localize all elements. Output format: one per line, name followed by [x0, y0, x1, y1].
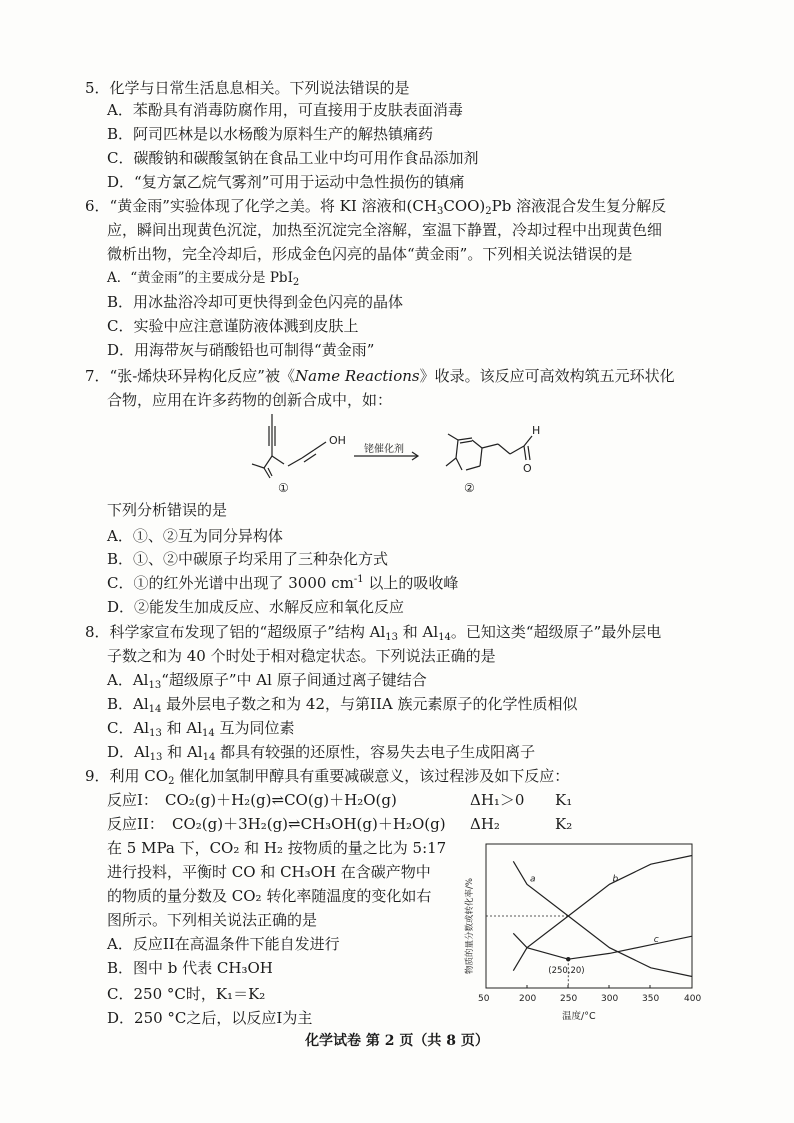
chart-x-tick-label: 300: [601, 994, 619, 1004]
q7-stem-line2: 合物，应用在许多药物的创新合成中，如：: [107, 391, 393, 409]
equilibrium-chart: [458, 838, 708, 1028]
chart-series-a: [513, 861, 692, 976]
q9-option-c: C．250 °C时，K₁＝K₂: [107, 985, 266, 1003]
q6-option-c: C．实验中应注意谨防液体溅到皮肤上: [107, 317, 359, 335]
q9-text-3: 的物质的量分数及 CO₂ 转化率随温度的变化如右: [107, 887, 432, 905]
q8-stem-line2: 子数之和为 40 个时处于相对稳定状态。下列说法正确的是: [107, 647, 496, 665]
q9-text-1: 在 5 MPa 下，CO₂ 和 H₂ 按物质的量之比为 5:17: [107, 839, 447, 857]
q6-option-a: A．“黄金雨”的主要成分是 PbI$_2$: [107, 270, 300, 288]
q9-option-d: D．250 °C之后，以反应I为主: [107, 1009, 313, 1027]
scheme-compound-1: ①: [278, 481, 289, 495]
q6-option-d: D．用海带灰与硝酸铅也可制得“黄金雨”: [107, 341, 375, 359]
reaction-1-label: 反应I：: [107, 791, 158, 809]
chart-series-label-b: b: [612, 874, 619, 885]
chart-series-label-c: c: [653, 934, 659, 945]
scheme-catalyst-label: 铑催化剂: [364, 444, 404, 455]
q8-option-d: D．$Al_{13}$ 和 $Al_{14}$ 都具有较强的还原性，容易失去电子生成阳离子: [107, 743, 536, 763]
scheme-compound-2: ②: [464, 481, 475, 495]
reaction-scheme: [240, 412, 570, 496]
scheme-oh-label: OH: [329, 434, 346, 447]
chart-series-label-a: a: [530, 874, 536, 885]
chart-x-tick-label: 250: [560, 994, 578, 1004]
q6-option-b: B．用冰盐浴冷却可更快得到金色闪亮的晶体: [107, 293, 404, 311]
q9-option-b: B．图中 b 代表 CH₃OH: [107, 959, 273, 977]
q7-option-a: A．①、②互为同分异构体: [107, 527, 283, 545]
chart-x-tick-label: 200: [519, 994, 537, 1004]
chart-series-b: [513, 856, 692, 971]
scheme-o-label: O: [523, 462, 532, 475]
q9-stem: 9．利用 $CO_2$ 催化加氢制甲醇具有重要减碳意义，该过程涉及如下反应：: [85, 767, 570, 787]
q9-text-2: 进行投料，平衡时 CO 和 CH₃OH 在含碳产物中: [107, 863, 431, 881]
q7-option-d: D．②能发生加成反应、水解反应和氧化反应: [107, 598, 405, 616]
q9-option-a: A．反应II在高温条件下能自发进行: [107, 935, 340, 953]
q6-stem-line2: 应，瞬间出现黄色沉淀，加热至沉淀完全溶解，室温下静置，冷却过程中出现黄色细: [107, 221, 663, 239]
q8-option-a: A．$Al_{13}“$超级原子”中 Al 原子间通过离子键结合: [107, 671, 427, 691]
q9-text-4: 图所示。下列相关说法正确的是: [107, 911, 318, 929]
reaction-1-k: K₁: [555, 791, 573, 809]
q5-option-a: A．苯酚具有消毒防腐作用，可直接用于皮肤表面消毒: [107, 101, 463, 119]
page-footer: 化学试卷 第 2 页（共 8 页）: [305, 1033, 489, 1049]
chart-frame: [486, 844, 692, 988]
q5-stem: 5．化学与日常生活息息相关。下列说法错误的是: [85, 79, 410, 97]
q8-stem: 8．科学家宣布发现了铝的“超级原子”结构 $Al_{13}$ 和 $Al_{14}$。已知这类“超级原子”最外层电: [85, 623, 662, 643]
reaction-1-enthalpy: ΔH₁＞0: [470, 791, 525, 809]
q8-option-b: B．$Al_{14}$ 最外层电子数之和为 42，与第IIA 族元素原子的化学性质相似: [107, 695, 578, 715]
q8-option-c: C．$Al_{13}$ 和 $Al_{14}$ 互为同位素: [107, 719, 295, 739]
chart-x-tick-label: 400: [684, 994, 702, 1004]
chart-y-axis-label: 物质的量分数或转化率/%: [465, 878, 475, 974]
chart-annotation: (250,20): [548, 966, 585, 977]
reaction-2-enthalpy: ΔH₂: [470, 815, 500, 833]
chart-x-tick-label: 350: [642, 994, 660, 1004]
q7-stem: 7．“张-烯炔环异构化反应”被《Name Reactions》收录。该反应可高效构筑五元环状化: [85, 367, 675, 385]
q5-option-d: D．“复方氯乙烷气雾剂”可用于运动中急性损伤的镇痛: [107, 173, 465, 191]
q6-stem: 6．“黄金雨”实验体现了化学之美。将 KI 溶液和$(CH_3COO)_2Pb$ 溶液混合发生复分解反: [85, 197, 667, 217]
q7-sub-stem: 下列分析错误的是: [107, 501, 228, 519]
q7-option-c: C．①的红外光谱中出现了 3000 $cm^{-1}$ 以上的吸收峰: [107, 574, 459, 592]
q5-option-b: B．阿司匹林是以水杨酸为原料生产的解热镇痛药: [107, 125, 434, 143]
q6-stem-line3: 微析出物，完全冷却后，形成金色闪亮的晶体“黄金雨”。下列相关说法错误的是: [107, 245, 633, 263]
reaction-2-label: 反应II：: [107, 815, 164, 833]
scheme-h-label: H: [532, 424, 541, 437]
q7-option-b: B．①、②中碳原子均采用了三种杂化方式: [107, 550, 389, 568]
reaction-2-equation: CO₂(g)＋3H₂(g)⇌CH₃OH(g)＋H₂O(g): [172, 815, 446, 833]
chart-x-tick-label: 50: [478, 994, 490, 1004]
chart-x-axis-label: 温度/°C: [562, 1011, 596, 1022]
q5-option-c: C．碳酸钠和碳酸氢钠在食品工业中均可用作食品添加剂: [107, 149, 479, 167]
reaction-2-k: K₂: [555, 815, 573, 833]
reaction-1-equation: CO₂(g)＋H₂(g)⇌CO(g)＋H₂O(g): [165, 791, 397, 809]
chart-point-250: [566, 957, 570, 961]
